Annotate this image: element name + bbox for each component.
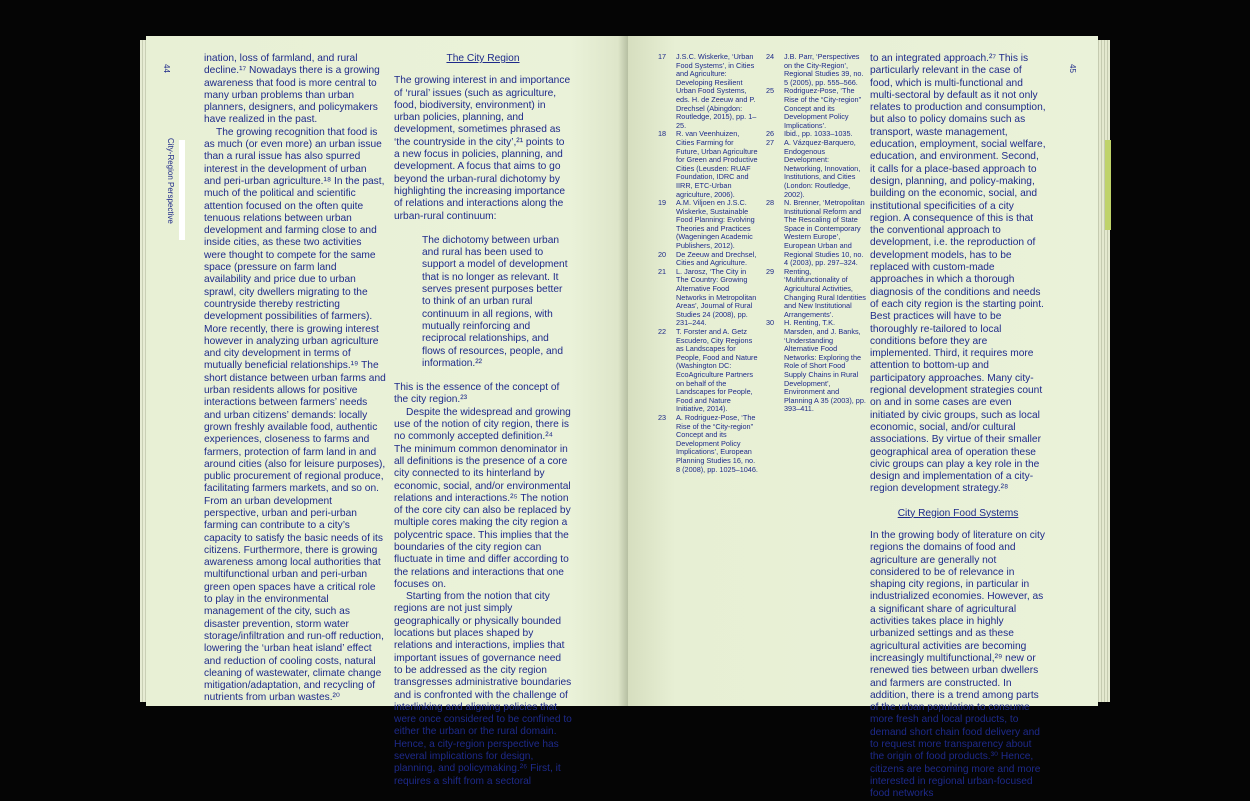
footnote (658, 53, 758, 130)
section-heading: City Region Food Systems (897, 507, 1019, 519)
section-heading: The City Region (446, 53, 520, 64)
footnote-number: 18 (658, 129, 667, 139)
paragraph: The growing recognition that food is as much (or even more) an urban issue than a rural issue has also spurred interest in the development of urban and peri-urban agriculture.¹⁸ In the past, much of the political and scientific attention focused on the often quite tenuous relations between urban development and farming close to and inside cities, as these two activities were thought to compete for the same space (pressure on farm land availability and price due to urban sprawl, city dwellers migrating to the countryside thereby restricting development possibilities of farmers). More recently, there is growing interest however in analyzing urban agriculture and city development in terms of mutually beneficial relationships.¹⁹ The short distance between urban farms and urban residents allows for positive interactions between farmers’ needs and urban citizens’ demands: locally grown freshly available food, authentic experiences, closeness to farms and farmers, protection of farm land in and around cities (also for leisure purposes), public procurement of regional produce, facilitating farmers markets, and so on. From an urban development perspective, urban and peri-urban farming can contribute to a city’s capacity to satisfy the basic needs of its citizens. Furthermore, there is growing awareness among local authorities that multifunctional urban and peri-urban green open spaces have a critical role to play in the environmental management of the city, such as disaster prevention, storm water storage/infiltration and run-off reduction, lowering the ‘urban heat island’ effect and reduction of cooling costs, natural cleaning of wastewater, climate change mitigation/adaptation, and recycling of nutrients from urban wastes.²⁰ (204, 126, 386, 704)
footnote-number: 19 (658, 198, 667, 208)
footnote (658, 130, 758, 199)
footnote-number: 26 (766, 129, 775, 139)
footnote (658, 268, 758, 328)
footnote-text: H. Renting, T.K. Marsden, and J. Banks, ‘Understanding Alternative Food Networks: Exploring the Role of Short Food Supply Chains in Rural Development’, Environment and Planning A 35 (2003), pp. 393–411. (784, 318, 866, 414)
footnotes-column-a (658, 53, 758, 474)
left-page (146, 36, 628, 787)
left-page-number: 44 (161, 64, 171, 73)
footnote-number: 28 (766, 198, 775, 208)
footnote (658, 199, 758, 251)
footnote-text: A.M. Viljoen en J.S.C. Wiskerke, Sustainable Food Planning: Evolving Theories and Practices (Wageningen Academic Publishers, 2012). (676, 198, 755, 251)
footnote-number: 17 (658, 52, 667, 61)
block-quote: The dichotomy between urban and rural has been used to support a model of development that is no longer as relevant. It serves present purposes better to think of an urban rural continuum in all regions, with mutually reinforcing and reciprocal relationships, and flows of resources, people, and information.²² (422, 234, 568, 369)
left-column-2 (394, 53, 572, 788)
paragraph: to an integrated approach.²⁷ This is particularly relevant in the case of food, which is multi-functional and multi-sectoral by default as it not only relates to production and consumption, but also to policy domains such as transport, waste management, education, employment, social welfare, education, and environment. Second, it calls for a place-based approach to design, planning, and policy-making, building on the economic, social, and institutional specificities of a city region. A consequence of this is that the conventional approach to development, i.e. the reproduction of development models, has to be replaced with custom-made approaches in which a thorough diagnosis of the conditions and needs of each city region is the starting point. Best practices will have to be thoroughly re-tailored to local conditions before they are implemented. Third, it requires more attention to bottom-up and participatory approaches. Many city-regional development strategies count on and in some cases are even initiated by civic groups, such as local economic, social, and/or cultural associations. By virtue of their smaller geographical area of operation these civic groups can play a key role in the design and implementation of a city-region development strategy.²⁸ (870, 53, 1046, 495)
right-page-number: 45 (1067, 64, 1077, 73)
footnote-text: N. Brenner, ‘Metropolitan Institutional Reform and The Rescaling of State Space in Contemporary Western Europe’, European Urban and Regional Studies 10, no. 4 (2003), pp. 297–324. (784, 198, 865, 268)
footnote-text: Ibid., pp. 1033–1035. (784, 129, 853, 139)
right-page (628, 36, 1098, 800)
footnote-number: 23 (658, 412, 667, 422)
paragraph: The growing interest in and importance of ‘rural’ issues (such as agriculture, food, biodiversity, environment) in urban policies, planning, and development, sometimes phrased as ‘the countryside in the city’,²¹ points to a new focus in policies, planning, and development. A focus that aims to go beyond the urban-rural dichotomy by highlighting the increasing importance of relations and interactions along the urban-rural continuum: (394, 75, 571, 222)
footnote (766, 268, 866, 320)
footnote (766, 319, 866, 414)
footnote-text: T. Forster and A. Getz Escudero, City Regions as Landscapes for People, Food and Nature (Washington DC: EcoAgriculture Partners on behalf of the Landscapes for People, Food and Nature Initiative, 2014). (676, 327, 758, 414)
footnote-text: Renting, ‘Multifunctionality of Agricultural Activities, Changing Rural Identities and New Institutional Arrangements’. (784, 266, 866, 319)
footnote (658, 328, 758, 414)
footnote-text: R. van Veenhuizen, Cities Farming for Future, Urban Agriculture for Green and Productive Cities (Leusden: RUAF Foundation, IDRC and IIRR, ETC-Urban agriculture, 2006). (676, 129, 758, 199)
footnote-text: A. Rodriguez-Pose, ‘The Rise of the “City-region” Concept and its Development Policy Implications’, European Planning Studies 16, no. 8 (2008), pp. 1025–1046. (676, 412, 758, 474)
footnote (766, 53, 866, 87)
footnote-text: De Zeeuw and Drechsel, Cities and Agriculture. (676, 249, 757, 268)
footnote (766, 139, 866, 199)
paragraph: In the growing body of literature on city regions the domains of food and agriculture are generally not considered to be of relevance in shaping city regions, in particular in industrialized economies. However, as a significant share of agricultural activities takes place in highly urbanized settings and as these agricultural activities are becoming increasingly multifunctional,²⁹ new or renewed ties between urban dwellers and farmers are constructed. In addition, there is a trend among parts of the urban population to consume more fresh and local products, to demand short chain food delivery and to request more transparency about the origin of food products.³⁰ Hence, citizens are becoming more and more interested in regional urban-focused food networks (870, 529, 1045, 800)
footnote-number: 27 (766, 137, 775, 147)
footnote-text: J.B. Parr, ‘Perspectives on the City-Region’, Regional Studies 39, no. 5 (2005), pp. 555–566. (784, 52, 864, 87)
footnote (658, 251, 758, 268)
footnote-number: 24 (766, 52, 775, 61)
footnote-text: J.S.C. Wiskerke, ‘Urban Food Systems’, in Cities and Agriculture: Developing Resilient Urban Food Systems, eds. H. de Zeeuw and P. Drechsel (Abingdon: Routledge, 2015), pp. 1–25. (676, 52, 757, 130)
open-book (140, 36, 1110, 800)
footnote-text: A. Vázquez-Barquero, Endogenous Development: Networking, Innovation, Institutions, and Cities (London: Routledge, 2002). (784, 137, 861, 199)
section-tab (179, 140, 185, 240)
footnotes-column-b (766, 53, 866, 414)
running-head: City-Region Perspective (166, 138, 175, 224)
footnote-number: 29 (766, 266, 775, 276)
footnote-text: Rodriguez-Pose, ‘The Rise of the “City-region” Concept and its Development Policy Implications’. (784, 86, 862, 130)
left-column-1 (204, 53, 386, 705)
footnote (766, 199, 866, 268)
footnote-number: 25 (766, 86, 775, 96)
footnote-number: 21 (658, 266, 667, 276)
footnote (766, 87, 866, 130)
footnote-number: 22 (658, 327, 667, 336)
footnote-number: 20 (658, 249, 667, 259)
footnote (658, 414, 758, 474)
right-main-column (870, 53, 1046, 801)
footnote-text: L. Jarosz, ‘The City in The Country: Growing Alternative Food Networks in Metropolitan Areas’, Journal of Rural Studies 24 (2008), pp. 231–244. (676, 266, 757, 328)
paragraph: ination, loss of farmland, and rural decline.¹⁷ Nowadays there is a growing awareness that food is more central to many urban problems than urban planners, designers, and policymakers have realized in the past. (204, 53, 380, 126)
footnote-number: 30 (766, 318, 775, 328)
paragraph: Despite the widespread and growing use of the notion of city region, there is no commonly accepted definition.²⁴ The minimum common denominator in all definitions is the presence of a core city connected to its hinterland by economic, social, and/or environmental relations and interactions.²⁵ The notion of the core city can also be replaced by multiple cores making the city region a polycentric space. This implies that the boundaries of the city region can fluctuate in time and differ according to the relations and interactions that one focuses on. (394, 406, 571, 590)
paragraph: This is the essence of the concept of the city region.²³ (394, 382, 560, 406)
paragraph: Starting from the notion that city regions are not just simply geographically or physically bounded locations but places shaped by relations and interactions, implies that important issues of governance need to be addressed as the city region transgresses administrative boundaries and is confronted with the challenge of interlinking and aligning policies that were once considered to be confined to either the urban or the rural domain. Hence, a city-region perspective has several implications for design, planning, and policymaking.²⁶ First, it requires a shift from a sectoral (394, 591, 572, 787)
